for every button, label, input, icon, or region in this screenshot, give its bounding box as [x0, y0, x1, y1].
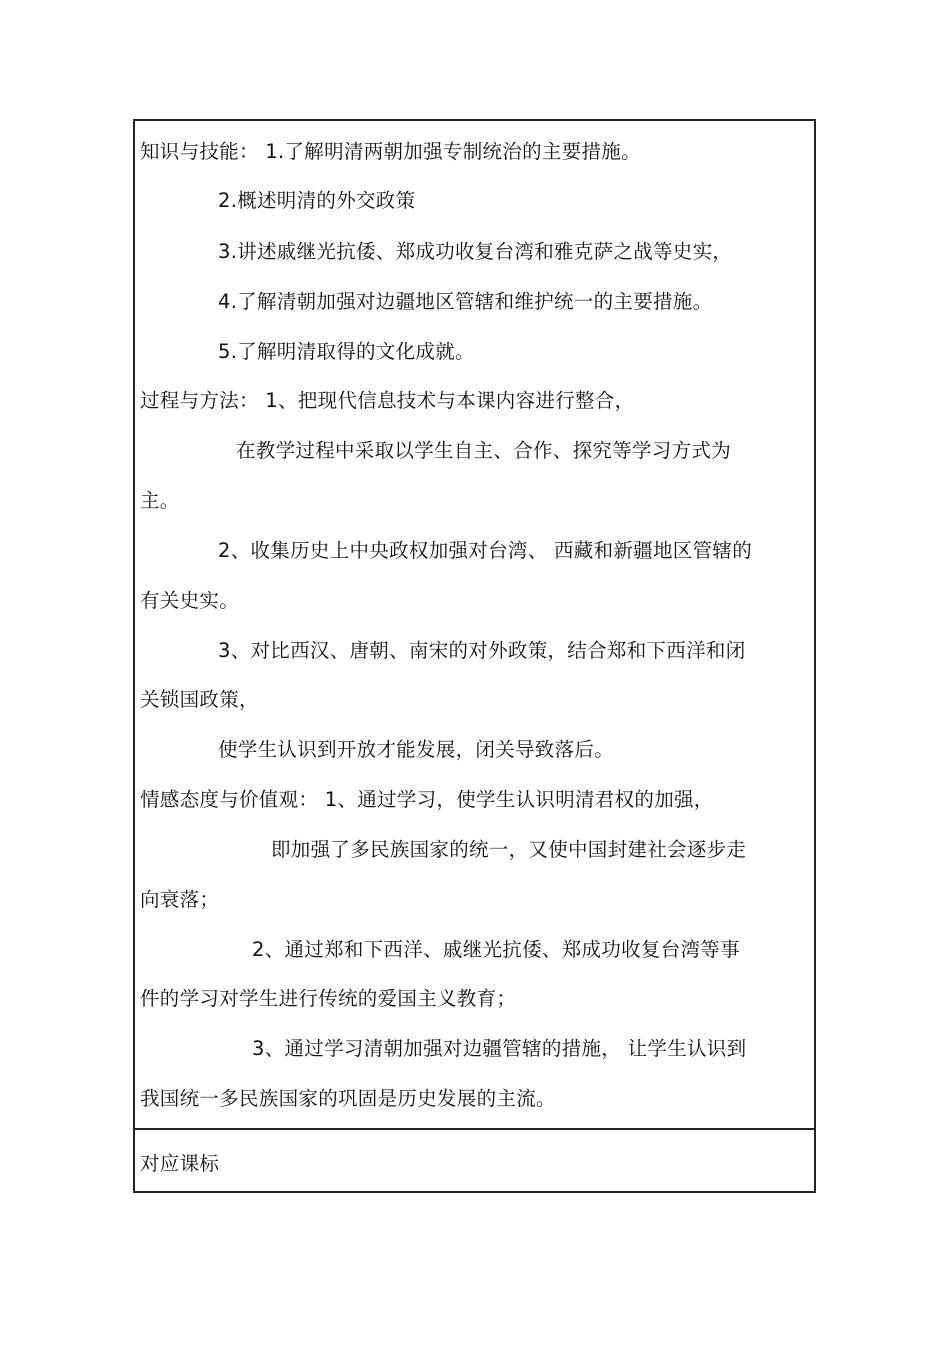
knowledge-skills-line-3: 3.讲述戚继光抗倭、郑成功收复台湾和雅克萨之战等史实， [218, 240, 733, 263]
process-methods-line-7: 关锁国政策， [140, 688, 259, 711]
curriculum-standards-label: 对应课标 [140, 1152, 220, 1175]
emotion-values-line-6: 3、通过学习清朝加强对边疆管辖的措施， 让学生认识到 [252, 1037, 747, 1060]
emotion-values-line-7: 我国统一多民族国家的巩固是历史发展的主流。 [140, 1087, 556, 1110]
emotion-values-line-2: 即加强了多民族国家的统一，又使中国封建社会逐步走 [271, 838, 747, 861]
process-methods-line-5: 有关史实。 [140, 589, 240, 612]
curriculum-standards-cell [135, 1130, 814, 1191]
knowledge-skills-line-5: 5.了解明清取得的文化成就。 [218, 340, 475, 363]
process-methods-line-1: 过程与方法： 1、把现代信息技术与本课内容进行整合， [140, 389, 635, 412]
process-methods-line-8: 使学生认识到开放才能发展，闭关导致落后。 [218, 738, 615, 761]
process-methods-line-4: 2、收集历史上中央政权加强对台湾、 西藏和新疆地区管辖的 [218, 539, 753, 562]
knowledge-skills-line-1: 知识与技能： 1.了解明清两朝加强专制统治的主要措施。 [140, 140, 641, 163]
emotion-values-line-1: 情感态度与价值观： 1、通过学习，使学生认识明清君权的加强， [140, 788, 714, 811]
lesson-plan-table [133, 119, 816, 1193]
emotion-values-line-5: 件的学习对学生进行传统的爱国主义教育； [140, 987, 517, 1010]
process-methods-line-6: 3、对比西汉、唐朝、南宋的对外政策，结合郑和下西洋和闭 [218, 639, 746, 662]
teaching-objectives-cell [135, 121, 814, 1130]
knowledge-skills-line-4: 4.了解清朝加强对边疆地区管辖和维护统一的主要措施。 [218, 290, 713, 313]
emotion-values-line-3: 向衰落； [140, 888, 220, 911]
process-methods-line-2: 在教学过程中采取以学生自主、合作、探究等学习方式为 [236, 439, 732, 462]
knowledge-skills-line-2: 2.概述明清的外交政策 [218, 189, 416, 212]
process-methods-line-3: 主。 [140, 489, 180, 512]
emotion-values-line-4: 2、通过郑和下西洋、戚继光抗倭、郑成功收复台湾等事 [252, 938, 740, 961]
